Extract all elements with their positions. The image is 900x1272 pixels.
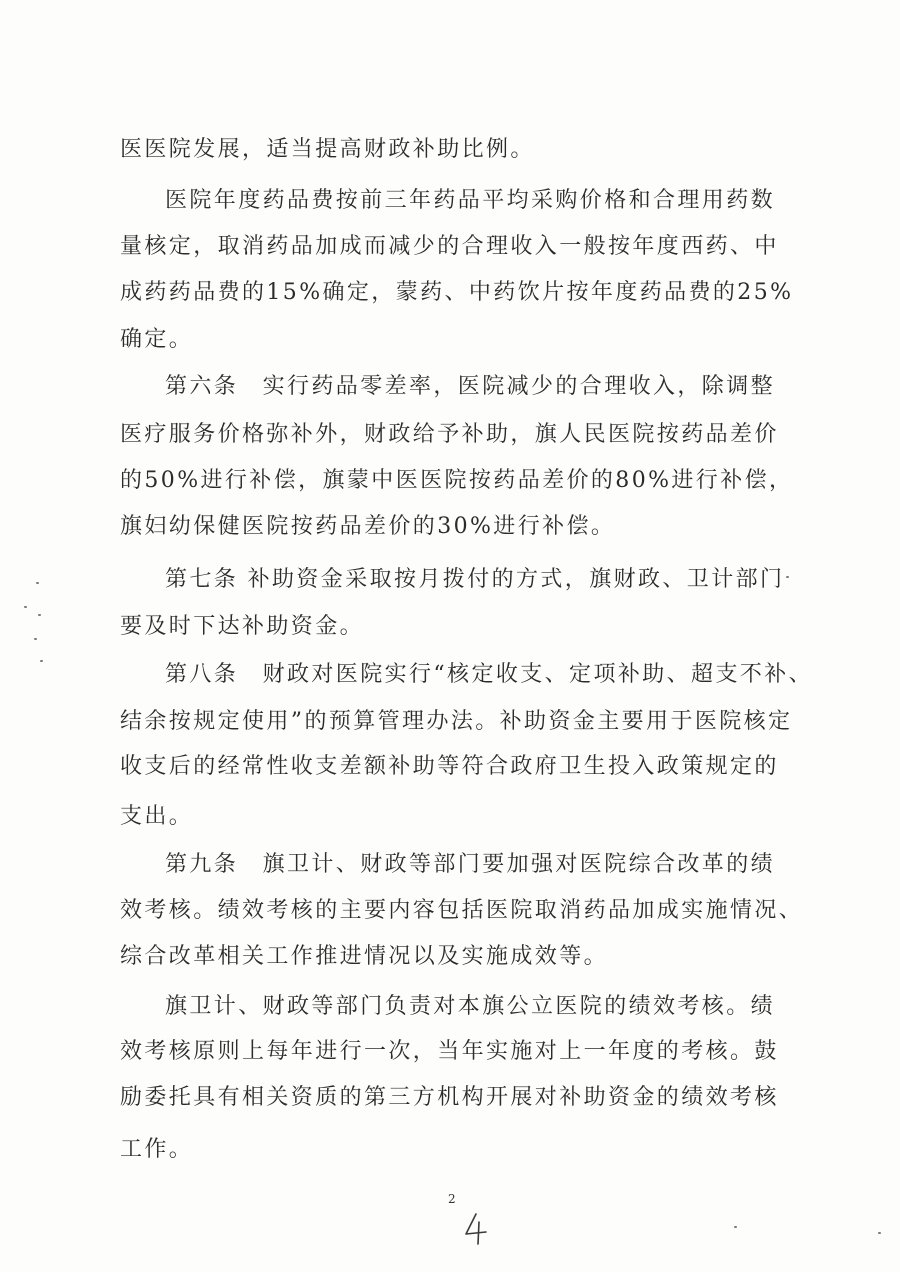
- text-line: 综合改革相关工作推进情况以及实施成效等。: [120, 944, 609, 969]
- text-line: 量核定，取消药品加成而减少的合理收入一般按年度西药、中: [120, 234, 779, 259]
- scan-speck: [38, 614, 41, 616]
- text-line: 收支后的经常性收支差额补助等符合政府卫生投入政策规定的: [120, 754, 779, 779]
- text-line: 结余按规定使用”的预算管理办法。补助资金主要用于医院核定: [120, 709, 793, 734]
- scan-speck: [36, 582, 39, 584]
- text-line: 的50%进行补偿，旗蒙中医医院按药品差价的80%进行补偿，: [120, 468, 794, 493]
- text-line: 工作。: [120, 1137, 194, 1162]
- text-line: 医疗服务价格弥补外，财政给予补助，旗人民医院按药品差价: [120, 422, 779, 447]
- text-line: 旗卫计、财政等部门负责对本旗公立医院的绩效考核。绩: [165, 994, 776, 1019]
- text-line: 支出。: [120, 804, 194, 829]
- text-line: 确定。: [120, 327, 194, 352]
- text-line: 效考核原则上每年进行一次，当年实施对上一年度的考核。鼓: [120, 1039, 779, 1064]
- text-line: 第八条 财政对医院实行“核定收支、定项补助、超支不补、: [165, 662, 814, 687]
- scan-speck: [878, 1232, 881, 1234]
- text-line: 第六条 实行药品零差率，医院减少的合理收入，除调整: [165, 374, 776, 399]
- text-line: 医院年度药品费按前三年药品平均采购价格和合理用药数: [165, 188, 776, 213]
- text-line: 旗妇幼保健医院按药品差价的30%进行补偿。: [120, 514, 616, 539]
- text-line: 效考核。绩效考核的主要内容包括医院取消药品加成实施情况、: [120, 898, 804, 923]
- handwritten-page-number: [462, 1212, 490, 1246]
- scan-speck: [40, 660, 43, 662]
- text-line: 成药药品费的15%确定，蒙药、中药饮片按年度药品费的25%: [120, 280, 794, 305]
- scan-speck: [34, 638, 37, 640]
- text-line: 医医院发展，适当提高财政补助比例。: [120, 137, 535, 162]
- text-line: 要及时下达补助资金。: [120, 614, 365, 639]
- text-line: 第七条 补助资金采取按月拨付的方式，旗财政、卫计部门: [165, 567, 785, 592]
- page-number: 2: [448, 1192, 456, 1206]
- scan-speck: [786, 576, 789, 578]
- scan-speck: [734, 1226, 737, 1228]
- text-line: 第九条 旗卫计、财政等部门要加强对医院综合改革的绩: [165, 852, 776, 877]
- text-line: 励委托具有相关资质的第三方机构开展对补助资金的绩效考核: [120, 1085, 779, 1110]
- scan-speck: [24, 606, 27, 608]
